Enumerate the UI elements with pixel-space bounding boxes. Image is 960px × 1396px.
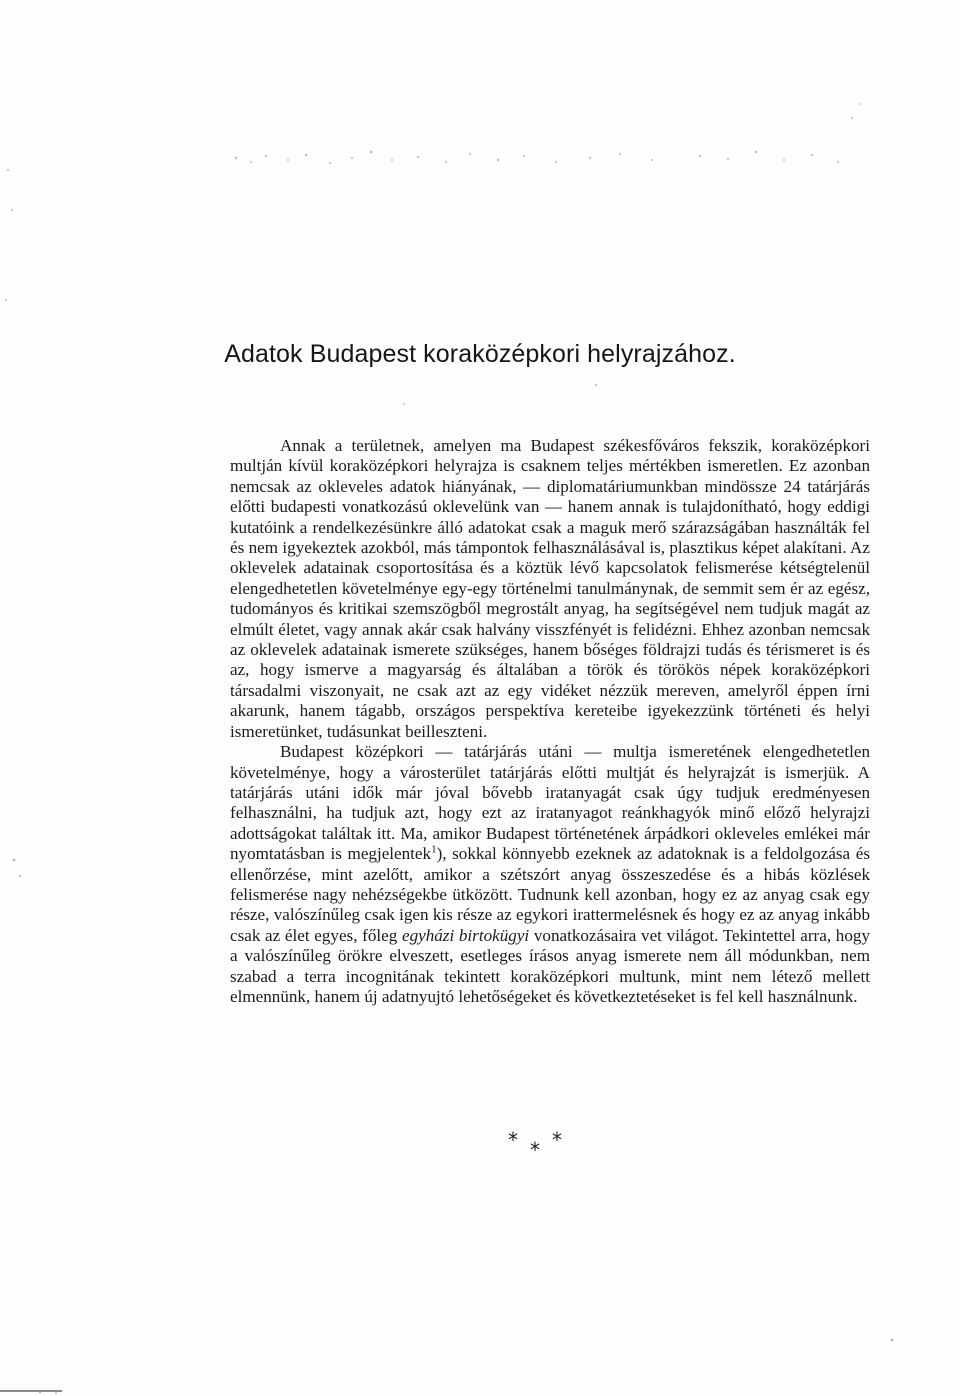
paragraph-1 bbox=[230, 436, 870, 742]
paragraph-2-text-end: vonatkozásaira vet világot. Tekintettel arra, hogy a valószínűleg örökre elveszett, esetleges írásos anyag ismerete nem áll módunkban, nem szabad a terra incognitának tekintett koraközépkori multunk, mint nem létező mellett elmennünk, hanem új adatnyujtó lehetőségeket és következtetéseket is fel kell használnunk. bbox=[230, 925, 870, 1006]
asterism-star-right: * bbox=[552, 1128, 562, 1152]
paragraph-2-text-start: Budapest középkori — tatárjárás utáni — multja ismeretének elengedhetetlen követelménye, hogy a városterület tatárjárás előtti multját és helyrajzát is ismerjük. A tatárjárás utáni idők már jóval bővebb iratanyagát csak úgy tudjuk eredményesen felhasználni, ha tudjuk azt, hogy ezt az iratanyagot reánkhagyók minő előző helyrajzi adottságokat találtak itt. Ma, amikor Budapest történetének árpádkori okleveles emlékei már nyomtatásban is megjelentek bbox=[230, 742, 870, 864]
asterism-star-left: * bbox=[508, 1128, 518, 1152]
paragraph-2 bbox=[230, 742, 870, 1007]
paragraph-2-emphasis: egyházi birtokügyi bbox=[401, 925, 530, 945]
document-body bbox=[230, 436, 870, 1007]
paragraph-1-text: Annak a területnek, amelyen ma Budapest székesfőváros fekszik, koraközépkori multján kívül koraközépkori helyrajza is csaknem teljes mértékben ismeretlen. Ez azonban nemcsak az okleveles adatok hiányának, — diplomatáriumunkban mindössze 24 tatárjárás előtti budapesti vonatkozású oklevelünk van — hanem annak is tulajdonítható, hogy eddigi kutatóink a rendelkezésünkre álló adatokat csak a maguk merő szárazságában használták fel és nem igyekeztek azokból, más támpontok felhasználásával is, plasztikus képet alakítani. Az oklevelek adatainak csoportosítása és a köztük lévő kapcsolatok felismerése kétségtelenül elengedhetetlen követelménye egy-egy történelmi tanulmánynak, de semmit sem ér az egész, tudományos és kritikai szemszögből megrostált anyag, ha segítségével nem tudjuk magát az elmúlt életet, vagy annak akár csak halvány visszfényét is felidézni. Ehhez azonban nemcsak az oklevelek adatainak ismerete szükséges, hanem bőséges földrajzi tudás és térismeret is és az, hogy ismerve a magyarság és általában a török és törökös népek koraközépkori társadalmi viszonyait, ne csak azt az egy vidéket nézzük mereven, amelyről éppen írni akarunk, hanem tágabb, országos perspektíva kereteibe igyekezzünk történeti és helyi ismeretünket, tudásunkat beilleszteni. bbox=[230, 436, 870, 741]
paragraph-2-text-middle: ), sokkal könnyebb ezeknek az adatoknak is a feldolgozása és ellenőrzése, mint azelőtt, amikor a szétszórt anyag összeszedése és a hibás közlések felismerése nagy nehézségekbe ütközött. Tudnunk kell azonban, hogy ez az anyag csak egy része, valószínűleg csak igen kis része az egykori irattermelésnek és hogy ez az anyag inkább csak az élet egyes, főleg bbox=[230, 844, 870, 945]
document-title: Adatok Budapest koraközépkori helyrajzához. bbox=[224, 340, 736, 368]
footnote-reference[interactable]: 1 bbox=[431, 843, 437, 856]
asterism-star-bottom: * bbox=[530, 1138, 540, 1162]
section-asterism bbox=[508, 1128, 578, 1162]
